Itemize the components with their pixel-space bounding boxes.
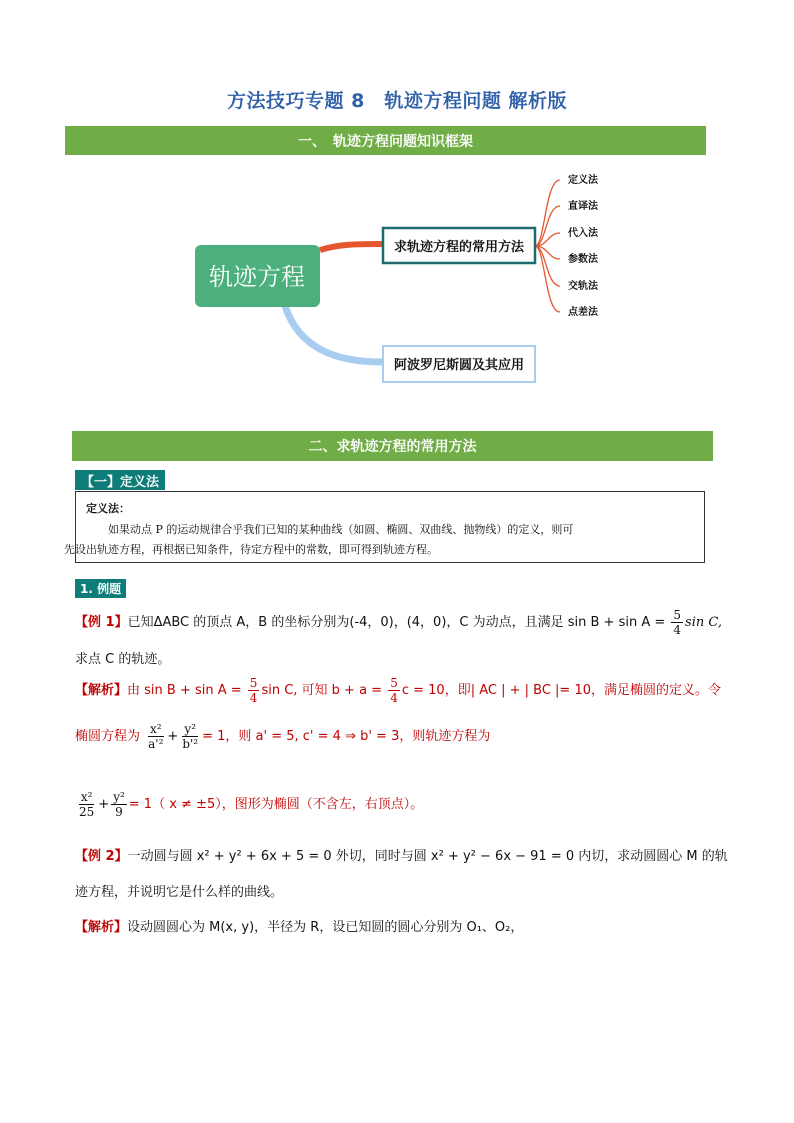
page-title: 方法技巧专题 8 轨迹方程问题 解析版	[227, 90, 567, 112]
definition-box	[64, 491, 705, 563]
method-item: 点差法	[568, 307, 598, 318]
root-label: 轨迹方程	[209, 263, 305, 291]
example2-line2: 迹方程，并说明它是什么样的曲线。	[75, 885, 284, 900]
branch2-label: 阿波罗尼斯圆及其应用	[393, 358, 525, 373]
branch2-connector	[285, 306, 382, 362]
method-item: 参数法	[568, 254, 598, 265]
method-item: 代入法	[568, 228, 598, 239]
method-item: 直译法	[568, 201, 598, 212]
solution1-line1: 【解析】由 sin B + sin A = $\frac{5}{4}$ sin C, 可知 b + a = $\frac{5}{4}$ c = 10，即| AC | + | BC |= 10，满足椭圆的定义。令	[75, 676, 721, 705]
definition-heading: 定义法：	[86, 502, 130, 515]
branch1-label: 求轨迹方程的常用方法	[393, 240, 525, 255]
mind-map	[190, 166, 630, 392]
method-item: 交轨法	[568, 281, 598, 292]
subsection-label: 【一】定义法	[75, 470, 165, 490]
solution1-line2: 椭圆方程为 $\frac{\text{x²}}{\text{a'²}}$ + $\frac{\text{y²}}{\text{b'²}}$ = 1，则 a' = 5, c' = 4 ⇒ b' = 3，则轨迹方程为	[75, 722, 491, 751]
branch1-connector	[320, 244, 385, 250]
solution1-line3: $\frac{\text{x²}}{25}$ + $\frac{\text{y²}}{9}$ = 1（ x ≠ ±5），图形为椭圆（不含左，右顶点）。	[79, 790, 424, 819]
example1-line1: 【例 1】已知ΔABC 的顶点 A，B 的坐标分别为(-4，0)，(4，0)，C 为动点，且满足 sin B + sin A = $\frac{5}{4}$ sin C,	[75, 608, 722, 637]
example2-line1: 【例 2】一动圆与圆 x² + y² + 6x + 5 = 0 外切，同时与圆 x² + y² − 6x − 91 = 0 内切，求动圆圆心 M 的轨	[75, 849, 728, 864]
definition-text: 如果动点 P 的运动规律合乎我们已知的某种曲线（如圆、椭圆、双曲线、抛物线）的定义，则可 先设出轨迹方程，再根据已知条件，待定方程中的常数，即可得到轨迹方程。	[64, 523, 574, 556]
examples-label: 1. 例题	[75, 579, 126, 598]
example1-line2: 求点 C 的轨迹。	[75, 652, 171, 667]
solution2-line1: 【解析】设动圆圆心为 M(x, y)，半径为 R，设已知圆的圆心分别为 O₁、O₂，	[75, 920, 524, 935]
method-item: 定义法	[568, 175, 598, 186]
section-heading-framework: 一、 轨迹方程问题知识框架	[65, 126, 706, 155]
method-brackets	[535, 180, 560, 312]
section-heading-methods: 二、求轨迹方程的常用方法	[72, 431, 713, 461]
